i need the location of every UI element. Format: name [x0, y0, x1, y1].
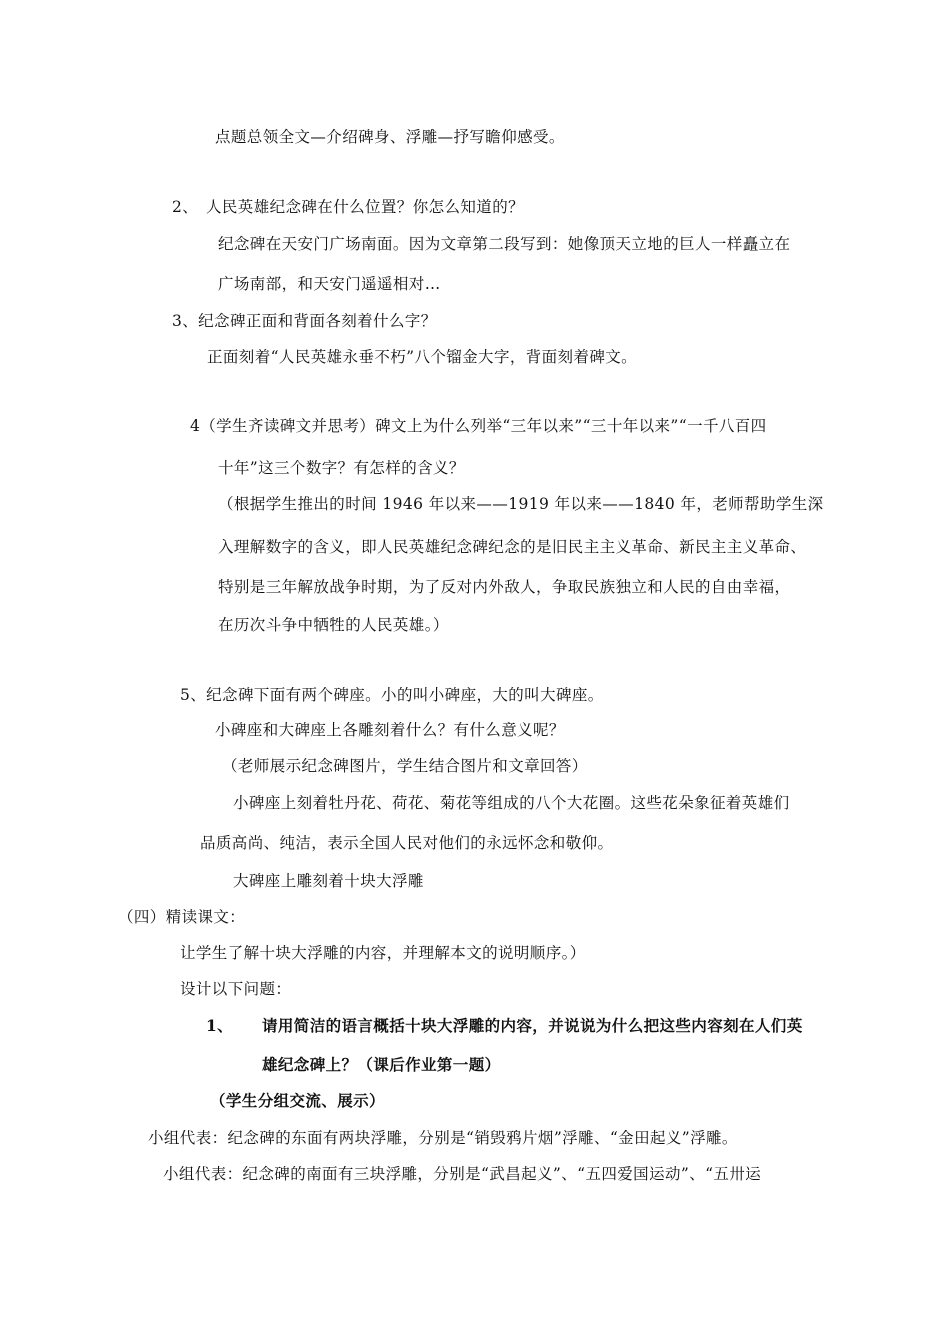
answer-line: 纪念碑在天安门广场南面。因为文章第二段写到：她像顶天立地的巨人一样矗立在	[218, 235, 791, 253]
answer-line: 在历次斗争中牺牲的人民英雄。）	[218, 616, 449, 634]
answer-line: 大碑座上雕刻着十块大浮雕	[233, 872, 424, 890]
answer-line: 小组代表：纪念碑的南面有三块浮雕，分别是“武昌起义”、“五四爱国运动”、“五卅运	[163, 1165, 762, 1183]
question-text: 3、纪念碑正面和背面各刻着什么字？	[172, 312, 437, 330]
answer-line: 品质高尚、纯洁，表示全国人民对他们的永远怀念和敬仰。	[200, 834, 614, 852]
text-line: （学生分组交流、展示）	[210, 1091, 385, 1110]
question-number: 1、	[206, 1016, 234, 1035]
answer-line: （根据学生推出的时间 1946 年以来——1919 年以来——1840 年，老师帮助学生深	[218, 495, 824, 513]
text-line: （老师展示纪念碑图片，学生结合图片和文章回答）	[222, 757, 588, 775]
question-text: 5、纪念碑下面有两个碑座。小的叫小碑座，大的叫大碑座。	[180, 686, 604, 704]
answer-line: 小碑座上刻着牡丹花、荷花、菊花等组成的八个大花圈。这些花朵象征着英雄们	[233, 794, 790, 812]
answer-line: 入理解数字的含义，即人民英雄纪念碑纪念的是旧民主主义革命、新民主主义革命、	[218, 538, 807, 556]
text-line: 让学生了解十块大浮雕的内容，并理解本文的说明顺序。）	[180, 944, 586, 962]
answer-line: 小组代表：纪念碑的东面有两块浮雕，分别是“销毁鸦片烟”浮雕、“金田起义”浮雕。	[148, 1129, 738, 1147]
text-line: 设计以下问题：	[180, 980, 292, 998]
question-text: 人民英雄纪念碑在什么位置？你怎么知道的？	[206, 198, 525, 216]
answer-line: 广场南部，和天安门遥遥相对…	[218, 275, 441, 293]
question-text: 4（学生齐读碑文并思考）碑文上为什么列举“三年以来”“三十年以来”“一千八百四	[190, 417, 767, 435]
section-heading: （四）精读课文：	[118, 908, 246, 926]
text-line: 点题总领全文—介绍碑身、浮雕—抒写瞻仰感受。	[215, 128, 565, 146]
question-text: 十年”这三个数字？有怎样的含义？	[218, 459, 465, 477]
question-text: 雄纪念碑上？（课后作业第一题）	[262, 1055, 501, 1074]
question-number: 2、	[172, 198, 199, 216]
answer-line: 特别是三年解放战争时期，为了反对内外敌人，争取民族独立和人民的自由幸福，	[218, 578, 791, 596]
question-text: 请用简洁的语言概括十块大浮雕的内容，并说说为什么把这些内容刻在人们英	[262, 1016, 803, 1035]
question-text: 小碑座和大碑座上各雕刻着什么？有什么意义呢？	[215, 721, 565, 739]
answer-line: 正面刻着“人民英雄永垂不朽”八个镏金大字，背面刻着碑文。	[207, 348, 638, 366]
